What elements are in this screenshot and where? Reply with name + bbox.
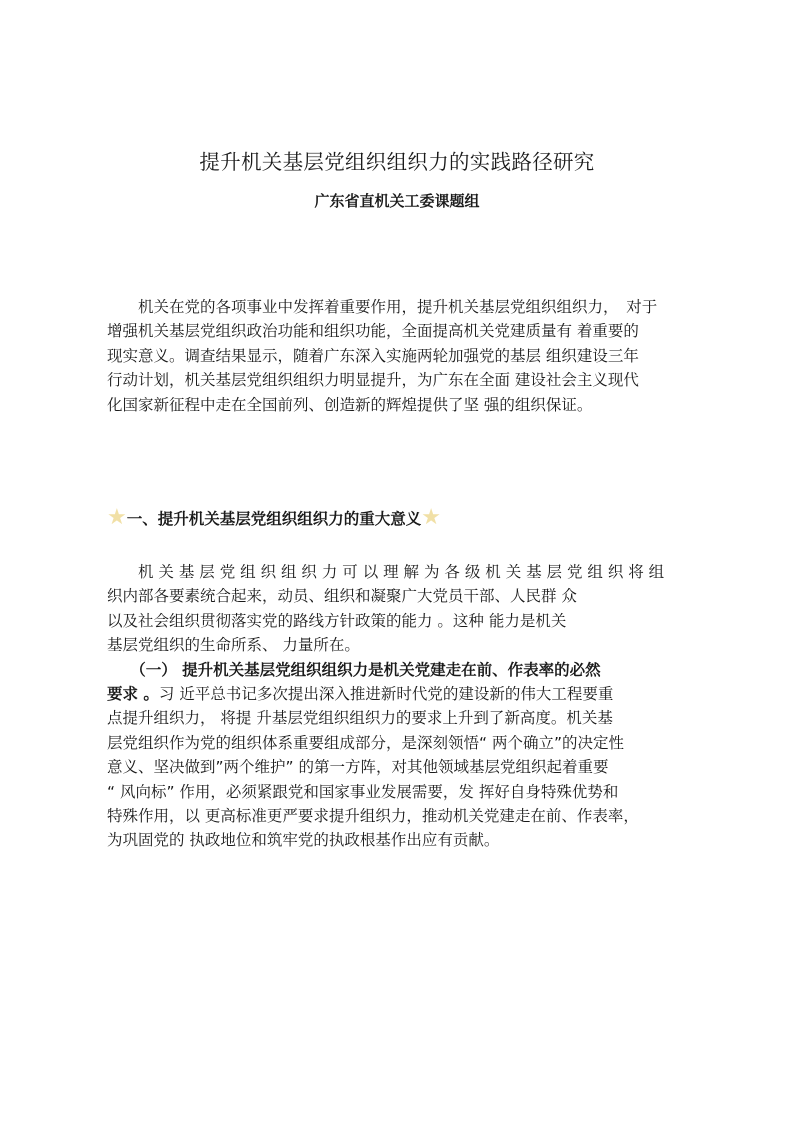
section-heading-text: 一、提升机关基层党组织组织力的重大意义 xyxy=(126,510,422,528)
body-line: 以及社会组织贯彻落实党的路线方针政策的能力 。这种 能力是机关 xyxy=(107,611,567,630)
abstract-line: 行动计划，机关基层党组织组织力明显提升，为广东在全面 建设社会主义现代 xyxy=(107,371,639,390)
section-body-paragraph xyxy=(107,560,664,853)
star-icon: ★ xyxy=(421,505,441,530)
subsection-heading: （一） 提升机关基层党组织组织力是机关党建走在前、作表率的必然 xyxy=(107,660,601,679)
subsection-line: “ 风向标” 作用，必须紧跟党和国家事业发展需要，发 挥好自身特殊优势和 xyxy=(107,782,619,801)
body-line: 机 关 基 层 党 组 织 组 织 力 可 以 理 解 为 各 级 机 关 基 层 党 组 织 将 组 xyxy=(107,563,665,581)
subsection-line: 点提升组织力， 将提 升基层党组织组织力的要求上升到了新高度。机关基 xyxy=(107,709,613,728)
body-line: 基层党组织的生命所系、 力量所在。 xyxy=(107,636,360,655)
subsection-line: 意义、坚决做到”两个维护” 的第一方阵，对其他领域基层党组织起着重要 xyxy=(107,758,609,777)
subsection-line: 特殊作用，以 更高标准更严要求提升组织力，推动机关党建走在前、作表率， xyxy=(107,806,639,825)
abstract-line: 机关在党的各项事业中发挥着重要作用，提升机关基层党组织组织力， 对于 xyxy=(107,298,658,316)
subsection-line xyxy=(107,682,664,706)
document-title: 提升机关基层党组织组织力的实践路径研究 xyxy=(199,150,595,174)
section-heading xyxy=(107,507,441,529)
body-line: 织内部各要素统合起来，动员、组织和凝聚广大党员干部、人民群 众 xyxy=(107,587,577,606)
subsection-line: 为巩固党的 执政地位和筑牢党的执政根基作出应有贡献。 xyxy=(107,831,500,850)
star-icon: ★ xyxy=(107,505,127,530)
abstract-paragraph xyxy=(107,295,657,417)
document-subtitle: 广东省直机关工委课题组 xyxy=(314,192,480,210)
subsection-heading-end: 要求 。 xyxy=(107,684,159,703)
abstract-line: 增强机关基层党组织政治功能和组织功能，全面提高机关党建质量有 着重要的 xyxy=(107,322,639,341)
abstract-line: 现实意义。调查结果显示，随着广东深入实施两轮加强党的基层 组织建设三年 xyxy=(107,346,639,365)
subsection-text: 习 近平总书记多次提出深入推进新时代党的建设新的伟大工程要重 xyxy=(158,684,614,703)
abstract-line: 化国家新征程中走在全国前列、创造新的辉煌提供了坚 强的组织保证。 xyxy=(107,395,593,414)
subsection-line: 层党组织作为党的组织体系重要组成部分，是深刻领悟“ 两个确立”的决定性 xyxy=(107,733,624,752)
